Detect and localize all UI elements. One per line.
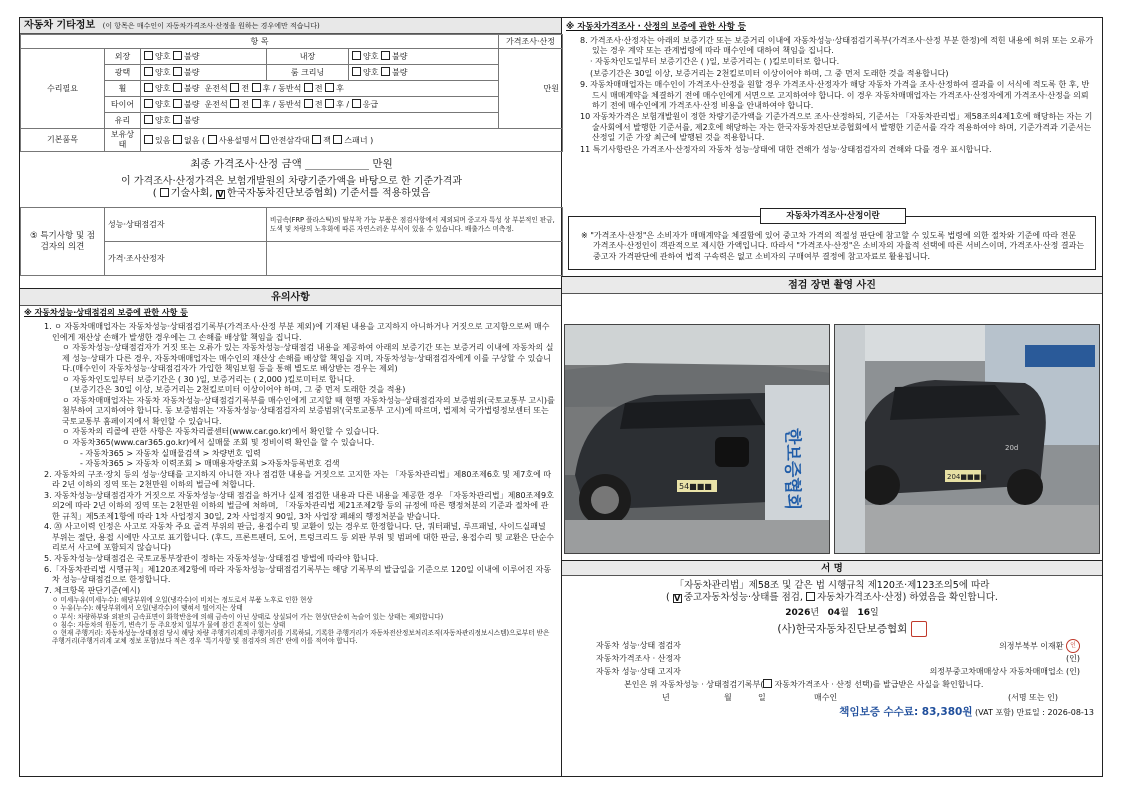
passenger-side-label: 동반석: [278, 84, 302, 93]
caution-line: ㅇ 자동차의 리콜에 관한 사항은 자동차리콜센터(www.car.go.kr)에서 확인할 수 있습니다.: [62, 427, 380, 437]
basis-line2: [24, 188, 560, 201]
bad-label: 불량: [392, 52, 408, 61]
wheel-label: 휠: [105, 81, 141, 97]
other-info-title: 자동차 기타정보: [24, 20, 96, 31]
basis-line2-end: ) 기준서를 적용하였음: [333, 188, 431, 200]
appraiser-label: 가격·조사산정자: [105, 242, 267, 276]
caution-line: 2. 자동차의 구조·장치 등의 성능·상태를 고지하지 아니한 자나 점검한 내용을 거짓으로 고지한 자는 「자동차관리법」제80조제6호 및 제7호에 따라 2년 이하의 징역 또는 2천만원 이하의 벌금에 처합니다.: [44, 469, 552, 490]
warranty-item: 9. 자동차매매업자는 매수인이 가격조사·산정을 원할 경우 가격조사·산정자가 해당 자동차 가격을 조사·산정하여 결과를 이 서식에 적도록 한 후, 반드시 매매계약을 체결하기 전에 매수인에게 서면으로 고지하여야 합니다. 이 경우 자동차매매업자는 가격조사·산정자에게 가격조사·산정을 의뢰하기 전에 매수인에게 가격조사·산정 비용을 안내하여야 합니다.: [580, 80, 1090, 110]
sign-row-value: (인): [1066, 654, 1080, 663]
fee-label: 책임보증 수수료: 83,380원: [839, 706, 973, 718]
sig-year-unit: 년: [810, 607, 820, 618]
front-plate-text: 54■■■: [679, 482, 712, 491]
tire-passenger-rear-checkbox[interactable]: [325, 99, 334, 108]
buyer-row: [562, 691, 1102, 704]
buyer-day: 일: [758, 693, 766, 702]
paren: (: [666, 591, 670, 603]
sign-row-label: 자동차가격조사 · 산정자: [596, 654, 681, 663]
criteria-item: ㅇ 현재 주행거리: 자동차성능·상태점검 당시 해당 차량 주행거리계의 주행거리를 기록하되, 기록한 주행거리가 자동차전산정보처리조직(자동차관리정보시스템)으로부터 받은 주행거리(주행거리계 교체 정보 포함)보다 적은 경우 '특기사항 및 점검자의 의견' 란에 이를 적어야 합니다.: [52, 629, 550, 646]
rear-label: 후: [262, 84, 271, 93]
caution-line: 5. 자동차성능·상태점검은 국토교통부장관이 정하는 자동차성능·상태점검 방법에 따라야 합니다.: [44, 554, 379, 564]
final-price-cell: [21, 152, 563, 208]
driver-side-label: 운전석: [204, 100, 228, 109]
bad-label: 불량: [184, 100, 200, 109]
model-badge-text: 20d: [1005, 444, 1019, 452]
warranty-item: (보증기간은 30일 이상, 보증거리는 2천킬로미터 이상이어야 하며, 그 중 먼저 도래한 것을 적용합니다): [590, 68, 949, 78]
wall-sign-text: 한보증협회: [782, 428, 802, 511]
wheel-good-checkbox[interactable]: [144, 83, 153, 92]
sign-row-value: [999, 639, 1080, 652]
other-info-header: [20, 18, 561, 34]
tire-emergency-checkbox[interactable]: [352, 99, 361, 108]
gloss-good-checkbox[interactable]: [144, 67, 153, 76]
signature-date: [562, 608, 1102, 619]
exterior-options: [141, 49, 267, 65]
left-column: [20, 18, 562, 776]
glass-bad-checkbox[interactable]: [173, 115, 182, 124]
exterior-label: 외장: [105, 49, 141, 65]
front-label: 전: [241, 100, 250, 109]
triangle-checkbox[interactable]: [260, 135, 269, 144]
bad-label: 불량: [184, 116, 200, 125]
criteria-item: ㅇ 침수: 자동차의 원동기, 변속기 등 주요장치 일부가 물에 잠긴 흔적이 있는 상태: [52, 620, 286, 629]
none-label: 없음: [184, 135, 200, 145]
receipt-text-a: 본인은 위 자동차성능 · 상태점검기록부(: [624, 680, 764, 689]
signature-header: 서 명: [562, 560, 1102, 576]
tire-label: 타이어: [105, 97, 141, 113]
room-cleaning-label: 룸 크리닝: [267, 65, 349, 81]
good-label: 양호: [363, 52, 379, 61]
basis-line1: 이 가격조사·산정가격은 보험개발원의 차량기준가액을 바탕으로 한 기준가격과: [120, 175, 463, 187]
basic-items-label: 기본품목: [21, 129, 105, 152]
final-price-label: 최종 가격조사·산정 금액: [190, 158, 302, 171]
receipt-line: [562, 678, 1102, 691]
signature-line2: [562, 592, 1102, 604]
warranty-body: [562, 36, 1102, 155]
have-label: 있음: [155, 135, 171, 145]
rear-plate-text: 204■■■■: [947, 473, 987, 481]
rear-label: 후: [336, 100, 344, 109]
buyer-year: 년: [662, 693, 670, 702]
basis-association-label: 한국자동차진단보증협회: [226, 188, 334, 200]
exterior-good-checkbox[interactable]: [144, 51, 153, 60]
sign-row: [562, 639, 1102, 652]
sig-month-unit: 월: [840, 607, 849, 618]
front-car-image: [565, 325, 830, 554]
sign-row-label: 자동차 성능·상태 점검자: [596, 641, 681, 650]
possession-options: [141, 129, 563, 152]
criteria-item: ㅇ 부식: 차량하부와 외판의 금속표면이 화학반응에 의해 금속이 아닌 상태로 상실되어 가는 현상(단순히 녹슬어 있는 상태는 제외합니다): [52, 612, 444, 621]
other-info-table: [20, 34, 563, 276]
receipt-appraisal-checkbox[interactable]: [763, 679, 772, 688]
sign-row-value: 의정부중고차매매상사 자동차매매업소 (인): [929, 667, 1080, 676]
signature-org: [602, 621, 1102, 637]
sig-appraisal-label: 자동차가격조사·산정) 하였음을 확인합니다.: [816, 591, 998, 603]
caution-line: ㅇ 자동차인도일부터 보증기간은 ( 30 )일, 보증거리는 ( 2,000 )킬로미터로 합니다.: [62, 374, 355, 384]
buyer-sign: (서명 또는 인): [1008, 693, 1058, 702]
have-checkbox[interactable]: [144, 135, 153, 144]
rear-label: 후: [262, 100, 271, 109]
cautions-body: [20, 322, 561, 646]
paren: ): [370, 135, 374, 145]
sig-day-unit: 일: [870, 607, 879, 618]
front-label: 전: [314, 84, 323, 93]
col-item-header: 항 목: [21, 35, 499, 49]
price-unit-cell: 만원: [499, 49, 563, 129]
warranty-title: ※ 자동차가격조사 · 산정의 보증에 관한 사항 등: [566, 22, 747, 32]
inspector-label: 성능·상태점검자: [105, 208, 267, 242]
criteria-list: [40, 596, 555, 645]
tire-bad-checkbox[interactable]: [173, 99, 182, 108]
tire-good-checkbox[interactable]: [144, 99, 153, 108]
good-label: 양호: [155, 116, 171, 125]
jack-label: 잭: [323, 135, 331, 145]
manual-checkbox[interactable]: [208, 135, 217, 144]
warranty-item: 10 자동차가격은 보험개발원이 정한 차량기준가액을 기준가격으로 조사·산정하되, 기준서는 「자동차관리법」제58조의4제1호에 해당하는 자는 기술사회에서 발행한 기준서를, 제2호에 해당하는 자는 한국자동차진단보증협회에서 발행한 기준서를 각각 적용하여야 하며, 기준가격과 기준서는 산정일 기준 가장 최근에 발행된 것을 적용합니다.: [580, 112, 1093, 143]
glass-good-checkbox[interactable]: [144, 115, 153, 124]
signature-line1: 「자동차관리법」제58조 및 같은 법 시행규칙 제120조·제123조의5에 따라: [674, 580, 990, 591]
paren: (: [152, 188, 157, 200]
tire-passenger-front-checkbox[interactable]: [304, 99, 313, 108]
rear-label: 후: [336, 84, 344, 93]
none-checkbox[interactable]: [173, 135, 182, 144]
rear-car-photo: [834, 324, 1100, 554]
warranty-section: [562, 22, 1102, 276]
caution-line: ㅇ 자동차365(www.car365.go.kr)에서 실매물 조회 및 정비이력 확인을 할 수 있습니다.: [62, 438, 375, 448]
rear-car-image: [835, 325, 1100, 554]
spanner-checkbox[interactable]: [333, 135, 342, 144]
repair-group-label: 수리필요: [21, 49, 105, 129]
buyer-label: 매수인: [814, 693, 838, 702]
final-price-input[interactable]: [305, 158, 369, 170]
slash: /: [272, 84, 276, 93]
tire-driver-front-checkbox[interactable]: [230, 99, 239, 108]
slash: /: [272, 100, 276, 109]
passenger-side-label: 동반석: [278, 100, 302, 109]
bad-label: 불량: [392, 68, 408, 77]
caution-line: 1. ㅇ 자동차매매업자는 자동차성능·상태점검기록부(가격조사·산정 부분 제외)에 기재된 내용을 고지하지 아니하거나 거짓으로 고지함으로써 매수인에게 재산상 손해가 발생한 경우에는 그 손해를 배상할 책임을 집니다.: [44, 322, 550, 342]
good-label: 양호: [155, 84, 171, 93]
caution-line: (보증기간은 30일 이상, 보증거리는 2천킬로미터 이상이어야 하며, 그 중 먼저 도래한 것을 적용): [70, 385, 406, 395]
exterior-bad-checkbox[interactable]: [173, 51, 182, 60]
front-car-photo: [564, 324, 830, 554]
manual-label: 사용설명서: [218, 135, 258, 145]
special-notes-label: ⑤ 특기사항 및 점검자의 의견: [21, 208, 105, 276]
final-price-unit: 만원: [372, 158, 393, 171]
wheel-driver-front-checkbox[interactable]: [230, 83, 239, 92]
interior-bad-checkbox[interactable]: [381, 51, 390, 60]
appraisal-box-text: ※ "가격조사·산정"은 소비자가 매매계약을 체결함에 있어 중고차 가격의 적절성 판단에 참고할 수 있도록 법령에 의한 절차와 기준에 따라 전문 가격조사·산정인이 객관적으로 제시한 가액입니다. 따라서 "가격조사·산정"은 소비자의 자율적 선택에 따른 서비스이며, 가격조사·산정 결과는 중고자 가격판단에 관하여 법적 구속력은 없고 소비자의 구매여부 결정에 참고자료로 활용됩니다.: [581, 231, 1085, 261]
inspector-name: 의정부북부 이재환: [999, 641, 1064, 651]
basis-engineer-label: 기술사회,: [170, 188, 213, 200]
warranty-item: 11 특기사항란은 가격조사·산정자의 자동차 성능·상태에 대한 견해가 성능·상태점검자의 견해와 다를 경우 표시합니다.: [580, 144, 992, 154]
caution-line: 7. 체크항목 판단기준(예시): [44, 585, 141, 595]
cautions-header: 유의사항: [20, 288, 561, 306]
tire-driver-rear-checkbox[interactable]: [252, 99, 261, 108]
interior-label: 내장: [267, 49, 349, 65]
sig-appraisal-checkbox[interactable]: [806, 592, 815, 601]
wheel-passenger-front-checkbox[interactable]: [304, 83, 313, 92]
emergency-label: 응급: [362, 100, 379, 109]
front-label: 전: [314, 100, 323, 109]
inspection-record-page: [19, 17, 1103, 777]
sig-org-name: (사)한국자동차진단보증협회: [777, 623, 908, 635]
right-column: [562, 18, 1102, 776]
fee-expiry: 만료일 : 2026-08-13: [1016, 708, 1094, 717]
criteria-item: ㅇ 미세누유(미세누수): 해당부위에 오일(냉각수)이 비치는 정도로서 부품 노후로 인한 현상: [52, 596, 313, 605]
other-info-note: (이 항목은 매수인이 자동차가격조사·산정을 원하는 경우에만 적습니다): [102, 22, 320, 30]
inspector-note: 비금속(FRP 플라스틱)의 탈부착 가능 부품은 점검사항에서 제외되며 중고자 특성 상 부분적인 판금,도색 및 차량의 노후화에 따른 자연스러운 부식이 있을 수 있습니다. 배출가스 미측정.: [267, 208, 563, 242]
tire-options: [141, 97, 499, 113]
appraisal-box: [568, 216, 1096, 270]
caution-line: - 자동차365 > 자동차 실매물검색 > 차량번호 입력: [80, 448, 261, 458]
gloss-bad-checkbox[interactable]: [173, 67, 182, 76]
sign-row-label: 자동차 성능·상태 고지자: [596, 667, 681, 676]
buyer-month: 월: [724, 693, 732, 702]
bad-label: 불량: [184, 84, 200, 93]
photos-area: [562, 294, 1102, 560]
room-good-checkbox[interactable]: [352, 67, 361, 76]
interior-good-checkbox[interactable]: [352, 51, 361, 60]
appraiser-note[interactable]: [267, 242, 563, 276]
association-seal-icon: [911, 621, 927, 637]
glass-options: [141, 113, 499, 129]
warranty-item: 8. 가격조사·산정자는 아래의 보증기간 또는 보증거리 이내에 자동차성능·상태점검기록부(가격조사·산정 부분 한정)에 적힌 내용에 허위 또는 오류가 있는 경우 계약 또는 관계법령에 따라 매수인에 대하여 책임을 집니다.: [580, 35, 1094, 56]
sig-day: 16: [857, 607, 870, 618]
sig-used-car-checkbox[interactable]: V: [674, 593, 681, 603]
caution-line: ㅇ 자동차성능·상태점검자가 거짓 또는 오류가 있는 자동차성능·상태점검 내용을 제공하여 아래의 보증기간 또는 보증거리 이내에 자동차의 실제 성능·상태가 다른 경우, 자동차매매업자는 매수인의 재산상 손해를 배상할 책임을 지며, 자동차성능·상태점검자에게 이를 구상할 수 있습니다.(매수인이 자동차성능·상태점검자가 가입한 책임보험 등을 통해 별도로 배상받는 경우는 제외): [62, 343, 554, 374]
jack-checkbox[interactable]: [312, 135, 321, 144]
possession-label: 보유상태: [105, 129, 141, 152]
sig-year: 2026: [785, 607, 811, 618]
bad-label: 불량: [184, 68, 200, 77]
front-label: 전: [241, 84, 250, 93]
good-label: 양호: [155, 52, 171, 61]
sig-month: 04: [827, 607, 841, 618]
basis-engineer-checkbox[interactable]: [160, 188, 169, 197]
criteria-item: ㅇ 누유(누수): 해당부위에서 오일(냉각수)이 맺혀서 떨어지는 상태: [52, 604, 243, 613]
caution-line: 6.「자동차관리법 시행규칙」제120조제2항에 따라 자동차성능·상태점검기록부는 해당 기록부의 발급일을 기준으로 120일 이내에 이루어진 자동차 성능·상태점검으로 한정합니다.: [44, 564, 552, 585]
wheel-passenger-rear-checkbox[interactable]: [325, 83, 334, 92]
good-label: 양호: [363, 68, 379, 77]
sig-used-car-label: 중고자동차성능·상태를 점검,: [683, 591, 803, 603]
caution-line: ㅇ 자동차매매업자는 자동차 자동차성능·상태점검기록부를 매수인에게 고지할 때 현행 자동차성능·상태점검자의 보증범위(국토교통부 고시)를 첨부하여 고지하여야 합니다. 동 보증범위는 '자동차성능·상태점검자의 보증범위'(국토교통부 고시)에 따르며, 법제처 국가법령정보센터 또는 국토교통부 홈페이지에서 확인할 수 있습니다.: [62, 395, 555, 426]
signature-section: [562, 580, 1102, 719]
room-cleaning-options: [349, 65, 499, 81]
good-label: 양호: [155, 68, 171, 77]
room-bad-checkbox[interactable]: [381, 67, 390, 76]
basis-association-checkbox[interactable]: V: [217, 190, 224, 200]
caution-line: - 자동차365 > 자동차 이력조회 > 매매용자량조회 >자동차등록번호 검색: [80, 459, 340, 469]
fee-vat: (VAT 포함): [975, 708, 1014, 717]
gloss-label: 광택: [105, 65, 141, 81]
wheel-options: [141, 81, 499, 97]
sign-row: [562, 665, 1102, 678]
caution-line: 3. 자동차성능·상태점검자가 거짓으로 자동차성능·상태 점검을 하거나 실제 점검한 내용과 다른 내용을 제공한 경우 「자동차관리법」제80조제9호의2에 따라 2년 이하의 징역 또는 2천만원 이하의 벌금에 처하며, 「자동차관리법 제21조제2항 등의 규정에 따른 행정처분의 기준과 절차에 관한 규칙」제5조제1항에 따라 1차 사업정지 30일, 2차 사업정지 90일, 3차 사업장 폐쇄의 행정처분을 받습니다.: [44, 490, 554, 521]
wheel-bad-checkbox[interactable]: [173, 83, 182, 92]
photos-header: 점검 장면 촬영 사진: [562, 276, 1102, 294]
sign-row: [562, 652, 1102, 665]
inspector-seal-icon: 인: [1066, 639, 1080, 653]
warranty-item: · 자동차인도일부터 보증기간은 ( )일, 보증거리는 ( )킬로미터로 합니다.: [590, 57, 840, 67]
wheel-driver-rear-checkbox[interactable]: [252, 83, 261, 92]
interior-options: [349, 49, 499, 65]
appraisal-box-title: 자동차가격조사·산정이란: [760, 208, 906, 224]
spanner-label: 스패너: [344, 135, 368, 145]
cautions-subtitle: ※ 자동차성능·상태점검의 보증에 관한 사항 등: [24, 308, 188, 317]
receipt-text-b: 자동차가격조사 · 산정 선택)를 발급받은 사실을 확인합니다.: [774, 680, 984, 689]
slash: /: [346, 100, 350, 109]
paren: (: [202, 135, 206, 145]
fee-row: [562, 706, 1102, 719]
col-price-header: 가격조사·산정: [499, 35, 563, 49]
caution-line: 4. ⑳ 사고이력 인정은 사고로 자동차 주요 골격 부위의 판금, 용접수리 및 교환이 있는 경우로 한정합니다. 단, 쿼터패널, 루프패널, 사이드실패널 부위는 절단, 용접 시에만 사고로 표기합니다. (후드, 프론트펜더, 도어, 트렁크리드 등 외판 부위 및 범퍼에 대한 판금, 용접수리 및 교환은 단순수리로서 사고에 포함되지 않습니다): [44, 522, 555, 553]
gloss-options: [141, 65, 267, 81]
good-label: 양호: [155, 100, 171, 109]
bad-label: 불량: [184, 52, 200, 61]
triangle-label: 안전삼각대: [270, 135, 310, 145]
glass-label: 유리: [105, 113, 141, 129]
driver-side-label: 운전석: [204, 84, 228, 93]
